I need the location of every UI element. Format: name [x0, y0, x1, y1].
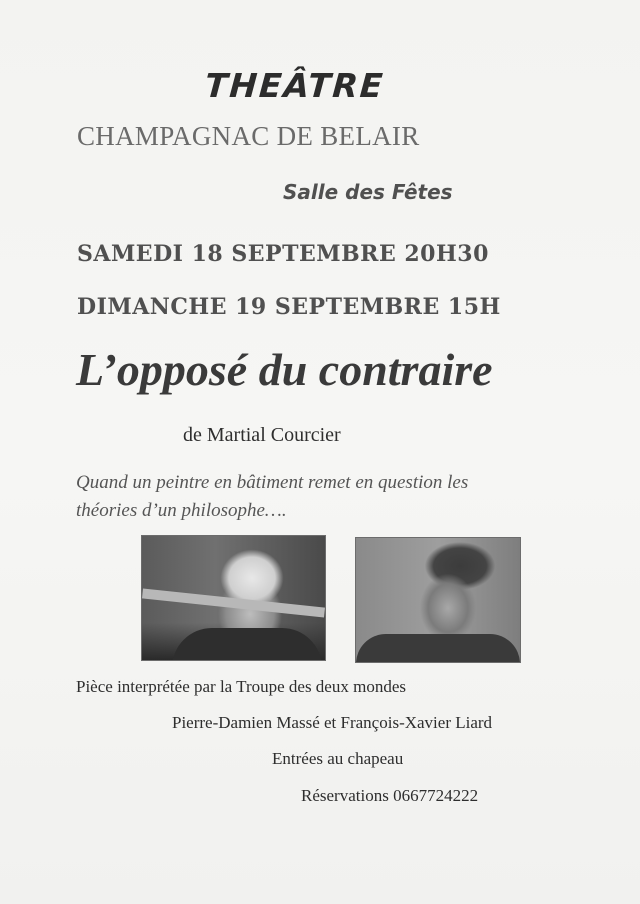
date-saturday: SAMEDI 18 SEPTEMBRE 20H30 [77, 241, 489, 267]
venue-name: Salle des Fêtes [283, 180, 453, 204]
poster-heading: THEÂTRE [203, 66, 386, 105]
actors-credit: Pierre-Damien Massé et François-Xavier Liard [172, 713, 493, 732]
date-sunday: DIMANCHE 19 SEPTEMBRE 15H [77, 294, 501, 320]
town-name: CHAMPAGNAC DE BELAIR [77, 121, 420, 151]
actor-photo-1 [141, 535, 326, 661]
reservations-info: Réservations 0667724222 [301, 786, 479, 805]
photo-shoulder-shape [356, 634, 520, 663]
tagline-line-1: Quand un peintre en bâtiment remet en question les [76, 472, 469, 493]
troupe-credit: Pièce interprétée par la Troupe des deux mondes [76, 677, 406, 696]
entry-info: Entrées au chapeau [272, 749, 404, 768]
play-tagline [76, 469, 536, 525]
actor-photo-2 [355, 537, 521, 663]
tagline-line-2: théories d’un philosophe…. [76, 500, 287, 521]
play-author: de Martial Courcier [183, 424, 341, 446]
photo-jacket-shape [172, 628, 322, 661]
play-title: L’opposé du contraire [76, 344, 493, 395]
photo-background-stripe [142, 588, 325, 617]
